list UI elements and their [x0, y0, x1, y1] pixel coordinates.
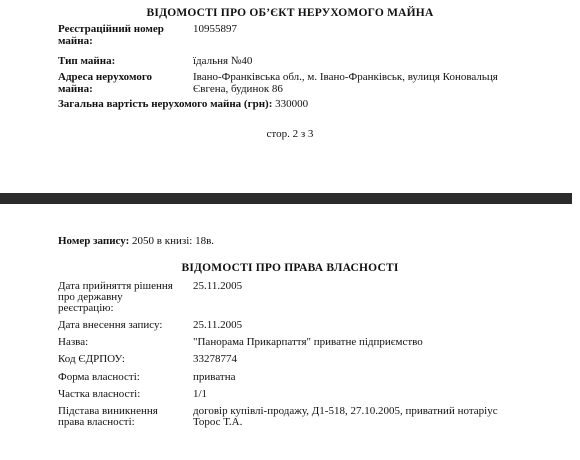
reg-number-label-line1: Реєстраційний номер [58, 23, 164, 35]
ownership-form-value: приватна [193, 371, 236, 383]
total-value-row [58, 98, 308, 111]
owner-name-label: Назва: [58, 336, 89, 348]
edrpou-value: 33278774 [193, 353, 237, 365]
reg-number-value: 10955897 [193, 23, 237, 35]
ownership-basis-label-line2: права власності: [58, 416, 135, 428]
record-number-value: 2050 в книзі: 18в. [132, 235, 215, 247]
ownership-share-label: Частка власності: [58, 388, 141, 400]
ownership-share-value: 1/1 [193, 388, 208, 400]
entry-date-label: Дата внесення запису: [58, 319, 163, 331]
ownership-basis-value-line2: Торос Т.А. [193, 416, 243, 428]
decision-date-label-line2: про державну [58, 291, 123, 303]
address-value-line2: Євгена, будинок 86 [193, 83, 283, 95]
property-type-value: їдальня №40 [193, 55, 253, 67]
page-indicator: стор. 2 з 3 [266, 128, 314, 140]
page-break-divider [0, 193, 572, 204]
address-label-line1: Адреса нерухомого [58, 71, 153, 83]
record-number-row [58, 235, 214, 248]
decision-date-value: 25.11.2005 [193, 280, 243, 292]
decision-date-label-line3: реєстрацію: [58, 302, 114, 314]
entry-date-value: 25.11.2005 [193, 319, 243, 331]
edrpou-label: Код ЄДРПОУ: [58, 353, 125, 365]
total-value-label: Загальна вартість нерухомого майна (грн): [58, 98, 273, 110]
owner-name-value: "Панорама Прикарпаття" приватне підприємство [193, 336, 423, 348]
ownership-section-title: ВІДОМОСТІ ПРО ПРАВА ВЛАСНОСТІ [181, 262, 399, 274]
address-label-line2: майна: [58, 83, 93, 95]
address-value-line1: Івано-Франківська обл., м. Івано-Франківськ, вулиця Коновальця [193, 71, 498, 83]
reg-number-label-line2: майна: [58, 35, 93, 47]
property-section-title: ВІДОМОСТІ ПРО ОБ’ЄКТ НЕРУХОМОГО МАЙНА [146, 7, 434, 19]
ownership-basis-value-line1: договір купівлі-продажу, Д1-518, 27.10.2005, приватний нотаріус [193, 405, 498, 417]
decision-date-label-line1: Дата прийняття рішення [58, 280, 173, 292]
ownership-form-label: Форма власності: [58, 371, 140, 383]
record-number-label: Номер запису: [58, 235, 130, 247]
property-type-label: Тип майна: [58, 55, 116, 67]
total-value-amount: 330000 [275, 98, 309, 110]
ownership-basis-label-line1: Підстава виникнення [58, 405, 158, 417]
